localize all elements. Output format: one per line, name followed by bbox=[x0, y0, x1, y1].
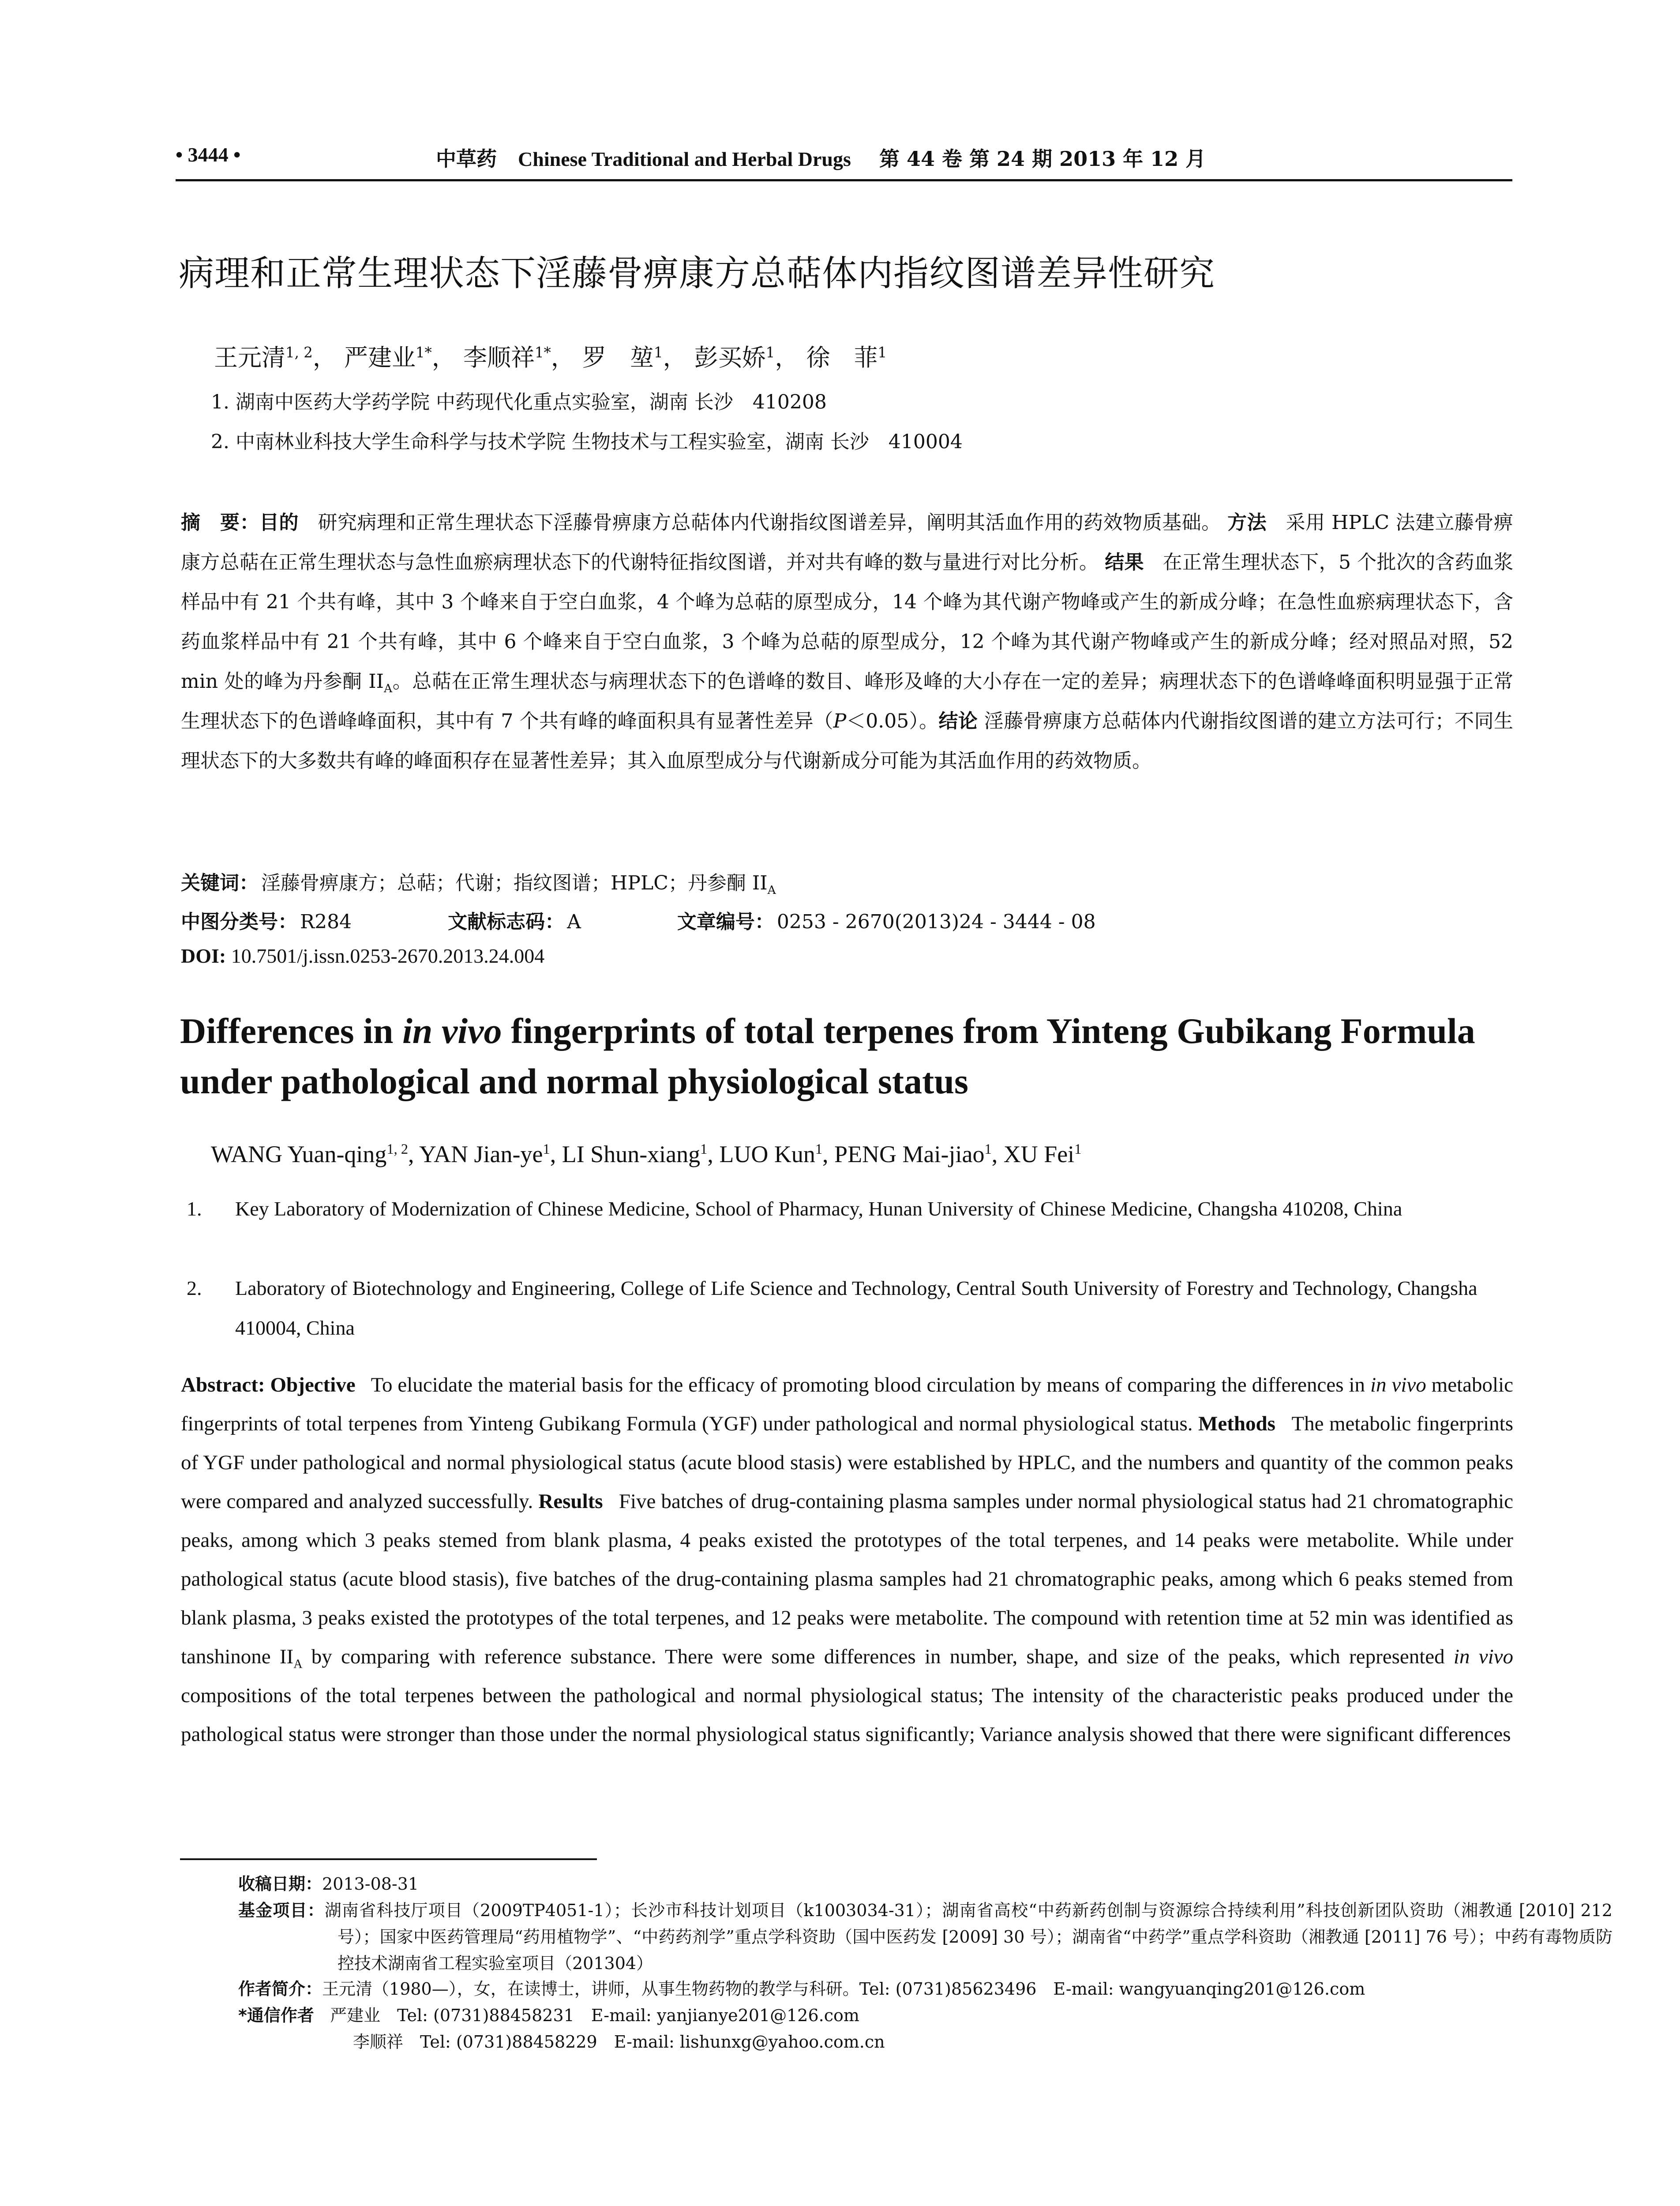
corresponding-author: 严建业 Tel: (0731)88458231 E-mail: yanjianye201@126.com bbox=[330, 2006, 859, 2025]
received-label: 收稿日期： bbox=[238, 1874, 322, 1894]
footnote-divider bbox=[180, 1858, 597, 1860]
journal-issue: 第 44 卷 第 24 期 2013 年 12 月 bbox=[879, 147, 1206, 171]
title-en bbox=[180, 1006, 1512, 1107]
author-en-affiliation: 1 bbox=[700, 1141, 708, 1157]
affiliation-en-text: Key Laboratory of Modernization of Chinese Medicine, School of Pharmacy, Hunan University of Chinese Medicine, Changsha 410208, China bbox=[235, 1197, 1402, 1220]
article-number-label: 文章编号： bbox=[677, 911, 774, 933]
results-cn-text: 在正常生理状态下，5 个批次的含药血浆样品中有 21 个共有峰，其中 3 个峰来自于空白血浆，4 个峰为总萜的原型成分，14 个峰为其代谢产物峰或产生的新成分峰；在急性血瘀病理状态下，含药血浆样品中有 21 个共有峰，其中 6 个峰来自于空白血浆，3 个峰为总萜的原型成分，12 个峰为其代谢产物峰或产生的新成分峰；经对照品对照，52 min 处的峰为丹参酮 II bbox=[181, 551, 1513, 693]
methods-en-text: The metabolic fingerprints of YGF under pathological and normal physiological status (acute blood stasis) were established by HPLC, and the numbers and quantity of the common peaks were compared and analyzed successfully. bbox=[181, 1412, 1514, 1513]
journal-name-cn: 中草药 bbox=[436, 147, 497, 171]
author-cn-affiliation: 1 bbox=[653, 344, 663, 361]
footnote-received bbox=[238, 1871, 1509, 1897]
abstract-cn bbox=[181, 503, 1513, 781]
doc-code-value: A bbox=[567, 911, 581, 933]
doi-label: DOI: bbox=[181, 945, 226, 967]
author-en-affiliation: 1, 2 bbox=[386, 1141, 409, 1157]
results-en-subscript: A bbox=[293, 1657, 303, 1671]
results-en-text: by comparing with reference substance. There were some differences in number, shape, and size of the peaks, which represented bbox=[302, 1645, 1454, 1668]
article-number-value: 0253 - 2670(2013)24 - 3444 - 08 bbox=[776, 911, 1096, 933]
author-cn-affiliation: 1 bbox=[765, 344, 775, 361]
footnote-corresponding-2 bbox=[353, 2029, 1500, 2055]
fund-text: 湖南省科技厅项目（2009TP4051-1）；长沙市科技计划项目（k1003034-31）；湖南省高校“中药新药创制与资源综合持续利用”科技创新团队资助（湘教通 [2010] 212 号）；国家中医药管理局“药用植物学”、“中药药剂学”重点学科资助（国中医药发 [2009] 30 号）；湖南省“中药学”重点学科资助（湘教通 [2011] 76 号）；中药有毒物质防控技术湖南省工程实验室项目（201304） bbox=[324, 1901, 1612, 1973]
methods-cn-text: 采用 HPLC 法建立藤骨痹康方总萜在正常生理状态与急性血瘀病理状态下的代谢特征指纹图谱，并对共有峰的数与量进行对比分析。 bbox=[181, 511, 1513, 574]
title-en-italic: in vivo bbox=[402, 1011, 502, 1051]
author-cn: 严建业 bbox=[344, 344, 416, 371]
clc-value: R284 bbox=[300, 911, 352, 933]
methods-cn-label: 方法 bbox=[1227, 511, 1267, 534]
objective-en-text: To elucidate the material basis for the efficacy of promoting blood circulation by means of comparing the differences in bbox=[371, 1373, 1370, 1396]
authors-cn: 王元清$^{1, 2}$， 严建业$^{1*}$， 李顺祥$^{1*}$， 罗 堃$^1$， 彭买娇$^1$， 徐 菲$^1$ bbox=[214, 344, 887, 371]
clc-label: 中图分类号： bbox=[181, 911, 297, 933]
bio-label: 作者简介： bbox=[238, 1979, 322, 1999]
results-en-text: compositions of the total terpenes between the pathological and normal physiological status; The intensity of the characteristic peaks produced under the pathological status were stronger than those under the normal physiological status significantly; Variance analysis showed that there were significant differences bbox=[181, 1684, 1513, 1746]
affiliation-cn: 2. 中南林业科技大学生命科学与技术学院 生物技术与工程实验室，湖南 长沙 410004 bbox=[211, 431, 963, 453]
author-en: YAN Jian-ye bbox=[419, 1141, 543, 1167]
author-cn: 徐 菲 bbox=[806, 344, 878, 371]
author-cn-affiliation: 1* bbox=[415, 344, 432, 361]
title-en-part: fingerprints of total terpenes from Yinteng Gubikang Formula under pathological and normal physiological status bbox=[180, 1011, 1475, 1101]
abstract-en bbox=[181, 1366, 1513, 1754]
doi-line bbox=[181, 944, 544, 968]
corresponding-label: *通信作者 bbox=[238, 2006, 314, 2025]
page-number: • 3444 • bbox=[176, 143, 241, 166]
author-cn: 李顺祥 bbox=[463, 344, 535, 371]
results-en-italic: in vivo bbox=[1453, 1645, 1513, 1668]
author-en: XU Fei bbox=[1003, 1141, 1075, 1167]
author-en: LUO Kun bbox=[719, 1141, 815, 1167]
affiliation-en-number: 2. bbox=[187, 1277, 202, 1299]
affiliation-en bbox=[187, 1189, 1537, 1229]
author-en: LI Shun-xiang bbox=[562, 1141, 701, 1167]
footnote-corresponding bbox=[238, 2002, 1513, 2029]
author-en: PENG Mai-jiao bbox=[834, 1141, 985, 1167]
author-en-affiliation: 1 bbox=[543, 1141, 550, 1157]
p-value-symbol: P bbox=[833, 710, 847, 732]
footnote-bio bbox=[238, 1976, 1513, 2002]
objective-cn-label: 目的 bbox=[259, 511, 299, 534]
keywords-cn-text: 淫藤骨痹康方；总萜；代谢；指纹图谱；HPLC；丹参酮 II bbox=[261, 872, 768, 894]
author-cn-affiliation: 1* bbox=[534, 344, 551, 361]
author-cn-affiliation: 1, 2 bbox=[285, 344, 313, 361]
results-cn-text: ＜0.05）。 bbox=[846, 710, 939, 732]
results-en-label: Results bbox=[538, 1490, 603, 1513]
results-cn-label: 结果 bbox=[1105, 551, 1144, 574]
footnote-fund bbox=[238, 1897, 1612, 1977]
objective-cn-text: 研究病理和正常生理状态下淫藤骨痹康方总萜体内代谢指纹图谱差异，阐明其活血作用的药效物质基础。 bbox=[318, 511, 1221, 534]
affiliation-cn: 1. 湖南中医药大学药学院 中药现代化重点实验室，湖南 长沙 410208 bbox=[211, 391, 827, 413]
journal-name bbox=[436, 143, 1206, 172]
corresponding-author: 李顺祥 Tel: (0731)88458229 E-mail: lishunxg@yahoo.com.cn bbox=[353, 2032, 885, 2052]
doi-value: 10.7501/j.issn.0253-2670.2013.24.004 bbox=[231, 945, 545, 967]
fund-label: 基金项目： bbox=[238, 1901, 325, 1920]
author-cn-affiliation: 1 bbox=[878, 344, 887, 361]
bio-text: 王元清（1980—），女，在读博士，讲师，从事生物药物的教学与科研。Tel: (0731)85623496 E-mail: wangyuanqing201@126.com bbox=[322, 1979, 1365, 1999]
running-header bbox=[176, 139, 1512, 181]
authors-en: WANG Yuan-qing$^{1, 2}$, YAN Jian-$ye^1$, LI Shun-xiang$^1$, LUO Kun$^1$, PENG Mai-jiao$^1$, XU Fei$^1$ bbox=[211, 1141, 1082, 1167]
doc-code-label: 文献标志码： bbox=[448, 911, 565, 933]
affiliation-en bbox=[187, 1268, 1537, 1348]
abstract-en-label: Abstract: Objective bbox=[181, 1373, 356, 1396]
author-cn: 彭买娇 bbox=[694, 344, 766, 371]
abstract-cn-label: 摘 要： bbox=[181, 511, 260, 534]
keywords-cn-subscript: A bbox=[767, 883, 776, 897]
author-cn: 王元清 bbox=[214, 344, 285, 371]
author-en-affiliation: 1 bbox=[1074, 1141, 1082, 1157]
journal-name-en: Chinese Traditional and Herbal Drugs bbox=[518, 148, 851, 170]
title-cn: 病理和正常生理状态下淫藤骨痹康方总萜体内指纹图谱差异性研究 bbox=[179, 253, 1215, 294]
author-en: WANG Yuan-qing bbox=[211, 1141, 387, 1167]
keywords-cn-label: 关键词： bbox=[181, 872, 259, 894]
objective-en-italic: in vivo bbox=[1370, 1373, 1426, 1396]
received-date: 2013-08-31 bbox=[322, 1874, 419, 1894]
author-en-affiliation: 1 bbox=[815, 1141, 823, 1157]
results-cn-text: 。总萜在正常生理状态与病理状态下的色谱峰的数目、峰形及峰的大小存在一定的差异；病理状态下的色谱峰峰面积明显强于正常生理状态下的色谱峰峰面积，其中有 7 个共有峰的峰面积具有显著性差异（ bbox=[181, 670, 1513, 732]
classification-line bbox=[181, 906, 1096, 934]
affiliation-en-text: Laboratory of Biotechnology and Engineering, College of Life Science and Technology, Central South University of Forestry and Technology, Changsha 410004, China bbox=[235, 1277, 1478, 1339]
author-en-affiliation: 1 bbox=[984, 1141, 992, 1157]
keywords-cn bbox=[181, 867, 776, 895]
objective-en-text: metabolic fingerprints of total terpenes from Yinteng Gubikang Formula (YGF) under pathological and normal physiological status. bbox=[181, 1373, 1513, 1435]
methods-en-label: Methods bbox=[1198, 1412, 1275, 1435]
title-en-part: Differences in bbox=[180, 1011, 403, 1051]
results-en-text: Five batches of drug-containing plasma samples under normal physiological status had 21 chromatographic peaks, among which 3 peaks stemed from blank plasma, 4 peaks existed the prototypes of the total terpenes, and 14 peaks were metabolite. While under pathological status (acute blood stasis), five batches of the drug-containing plasma samples had 21 chromatographic peaks, among which 6 peaks stemed from blank plasma, 3 peaks existed the prototypes of the total terpenes, and 12 peaks were metabolite. The compound with retention time at 52 min was identified as tanshinone II bbox=[181, 1490, 1514, 1668]
results-cn-subscript: A bbox=[384, 681, 393, 695]
affiliation-en-number: 1. bbox=[187, 1197, 202, 1220]
author-cn: 罗 堃 bbox=[582, 344, 654, 371]
conclusion-cn-label: 结论 bbox=[938, 710, 978, 732]
conclusion-cn-text: 淫藤骨痹康方总萜体内代谢指纹图谱的建立方法可行；不同生理状态下的大多数共有峰的峰面积存在显著性差异；其入血原型成分与代谢新成分可能为其活血作用的药效物质。 bbox=[181, 710, 1514, 772]
